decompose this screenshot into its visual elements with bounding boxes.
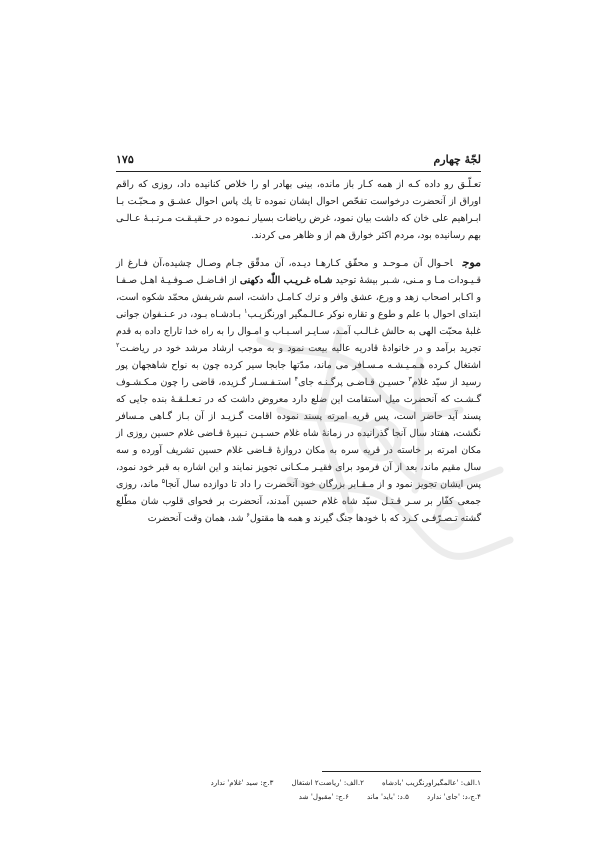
footnote-4: ۴.ج،د: 'جای' ندارد (427, 792, 481, 801)
footnote-marker-5: ۵ (161, 476, 166, 485)
text-after-fn6: شد، همان وقت آنحضرت (147, 513, 244, 524)
footnote-marker-4: ۴ (294, 374, 299, 383)
section-intro: احـوال آن مـوحـد و محقّق کـارهـا دیـده، آن مدقّق جـام وصـال چشیده،آن فـارغ از قـیـودات مـا و مـنی، شـبر بیشهٔ توحید (116, 258, 481, 286)
text-after-name: از افـاضـل صـوفـیـهٔ اهـل صـفـا و اکـابر اصحاب زهد و ورع، عشق وافر و ترك کـامـل داشت، اسم شریفش محمّد شکوه است، ابتدای احوال با علم و طوع و تقاره نوکر عـالـمگیر اورنگزیـب (116, 275, 481, 320)
footnote-5: ۵.د: 'باید' ماند (366, 792, 410, 801)
footnote-marker-3: ۳ (408, 374, 412, 383)
footnote-row (116, 776, 481, 790)
footnote-3: ۳.ج: سید 'غلام' ندارد (210, 778, 274, 787)
footnote-marker-1: ۱ (244, 306, 248, 315)
saint-name: شـاه غـریـب اللّٰه دکهنی (239, 275, 333, 286)
footnotes (116, 776, 481, 804)
footnote-marker-6: ۶ (246, 510, 250, 519)
section-heading: موج (462, 256, 481, 269)
chapter-title: لجّهٔ چهارم (433, 153, 481, 166)
paragraph-1: تعـلّـق رو داده کـه از همه کـار باز مانده، بینی بهادر او را خلاص کنانیده داد، روزی که راقم اوراق از آنحضرت درخواست تفحّص احوال ایشان نموده تا یك پاس احوال عشـق و مـحبّـت بـا ابـراهیم علی خان که داشت بیان نمود، غرض ریاضات بسیار نـموده در حـقیـقـت مـرتـبـهٔ عـالـی بهم رسانیده بود، مردم اکثر خوارق هم از و ظاهر می کردند. (116, 179, 481, 241)
text-after-fn4: استـفـسـار گـزیده، قاضی را چون مـکـشـوف گـشـت که آنحضرت میل استقامت این ضلع دارد معروض داشت که در تـعـلـقـهٔ بنده جایی که پسند آید حاضر است، پس قریه امرته پسند نموده اقامت گـزیـد از آن بـاز گـاهی مـسافر نگشت، هفتاد سال آنجا گذرانیده در زمانهٔ شاه غلام حسـیـن نـبیرهٔ قـاضی غلام حسین روزی از مکان امرته بر خاسته در قریه سره به مکان دروازهٔ قـاضی غلام حسین تشریف آورده و سه سال مقیم ماند، بعد از آن فرمود برای فقیـر مـکـانی تجویز نمایند و این اشاره به قبر خود نمود، پس ایشان تجویز نمود و از مـقـابر بزرگان خود آنحضرت را داد تا دوازده سال آنجا (116, 377, 481, 490)
footnote-2: ۲.الف: 'ریاضت۲ اشتغال (291, 778, 365, 787)
footnote-marker-2: ۲ (116, 340, 120, 349)
text-after-fn3: حسیـن قـاضـی پرگـنـه جای (298, 377, 405, 388)
footnote-1: ۱.الف: 'عالمگیراورنگزیب 'بادشاه (382, 778, 481, 787)
running-header (116, 152, 481, 168)
footnote-row (116, 790, 481, 804)
footnote-divider (322, 771, 481, 772)
text-after-fn1: بـادشـاه بـود، در عـنـفوان جوانی غلبهٔ محبّت الهی به حالش غـالـب آمـد، سـایـر اسـبـاب و امـوال را به راه خدا تاراج داده به قدم تجرید برآمد و در خانوادهٔ قادریه عالیه بیعت نمود و به موجب ارشاد مرشد خود در ریاضـت (116, 309, 481, 354)
paragraph-2 (116, 254, 481, 527)
text-after-fn5: ماند، روزی جمعی کفّار بر سـر قـتـل سیّد شاه غلام حسین آمدند، آنحضرت بر فحوای قلوب شان مطّلع گشته تـصـرّفـی کـرد که با خودها جنگ گیرند و همه ها مقتول (116, 479, 481, 524)
main-text (116, 176, 481, 527)
page-number: ۱۷۵ (116, 153, 134, 166)
text-after-fn2: اشتغال کـرده هـمـیـشـه مـسـافر می ماند، مدّتها جابجا سیر کرده چون به نواح شاهجهان پور رسید از سیّد غلام (116, 360, 481, 388)
footnote-6: ۶.ج: 'مقبول' شد (298, 792, 349, 801)
header-divider (116, 171, 481, 172)
